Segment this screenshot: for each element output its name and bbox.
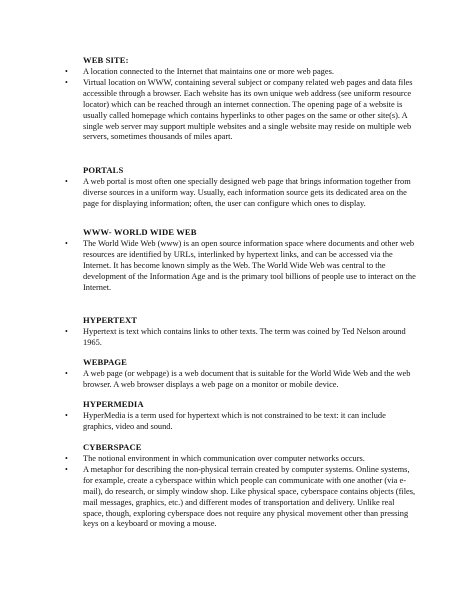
section-heading: WEBPAGE bbox=[83, 357, 127, 367]
bullet-icon: • bbox=[65, 411, 68, 420]
section-www bbox=[65, 227, 417, 294]
bullet-list bbox=[65, 67, 417, 143]
bullet-icon: • bbox=[65, 239, 68, 248]
bullet-icon: • bbox=[65, 177, 68, 186]
list-item bbox=[65, 454, 417, 465]
section-heading: CYBERSPACE bbox=[83, 442, 142, 452]
section-heading: HYPERMEDIA bbox=[83, 399, 144, 409]
bullet-icon: • bbox=[65, 464, 68, 474]
bullet-icon: • bbox=[65, 327, 68, 336]
list-item-text: A location connected to the Internet that maintains one or more web pages. bbox=[83, 67, 334, 76]
bullet-list bbox=[65, 411, 417, 433]
list-item bbox=[65, 411, 417, 433]
list-item bbox=[65, 67, 417, 78]
list-item-text: The notional environment in which communication over computer networks occurs. bbox=[83, 454, 365, 463]
bullet-icon: • bbox=[65, 454, 68, 463]
section-heading: PORTALS bbox=[83, 165, 124, 175]
bullet-list bbox=[65, 327, 417, 349]
bullet-icon: • bbox=[65, 67, 68, 76]
bullet-icon: • bbox=[65, 77, 68, 87]
section-hypermedia bbox=[65, 399, 417, 433]
list-item bbox=[65, 177, 417, 210]
section-web-site bbox=[65, 55, 417, 143]
list-item-text: Hypertext is text which contains links to other texts. The term was coined by Ted Nelson around 1965. bbox=[83, 327, 406, 347]
list-item-text: A web portal is most often one specially designed web page that brings information together from diverse sources in a uniform way. Usually, each information source gets its dedicated area on the page for displaying information; often, the user can configure which ones to display. bbox=[83, 177, 411, 208]
section-heading: WWW- WORLD WIDE WEB bbox=[83, 227, 197, 237]
list-item-text: A metaphor for describing the non-physical terrain created by computer systems. Online systems, for example, create a cyberspace within which people can communicate with one another (via e-mail), do research, or simply window shop. Like physical space, cyberspace contains objects (files, mail messages, graphics, etc.) and different modes of transportation and delivery. Unlike real space, though, exploring cyberspace does not require any physical movement other than pressing keys on a keyboard or moving a mouse. bbox=[83, 464, 416, 529]
bullet-icon: • bbox=[65, 369, 68, 378]
list-item bbox=[65, 369, 417, 391]
section-portals bbox=[65, 165, 417, 210]
section-cyberspace bbox=[65, 442, 417, 530]
list-item-text: Virtual location on WWW, containing several subject or company related web pages and data files accessible through a browser. Each website has its own unique web address (see uniform resource locator) which can be reached through an internet connection. The opening page of a website is usually called homepage which contains hyperlinks to other pages on the same or other site(s). A single web server may support multiple websites and a single website may reside on multiple web servers, sometimes thousands of miles apart. bbox=[83, 77, 413, 142]
list-item bbox=[65, 239, 417, 294]
bullet-list bbox=[65, 177, 417, 210]
list-item bbox=[65, 465, 417, 530]
bullet-list bbox=[65, 239, 417, 294]
list-item-text: HyperMedia is a term used for hypertext which is not constrained to be text: it can include graphics, video and sound. bbox=[83, 411, 386, 431]
bullet-list bbox=[65, 454, 417, 530]
bullet-list bbox=[65, 369, 417, 391]
section-webpage bbox=[65, 357, 417, 391]
section-heading: WEB SITE: bbox=[83, 55, 129, 65]
section-heading: HYPERTEXT bbox=[83, 315, 138, 325]
list-item-text: The World Wide Web (www) is an open source information space where documents and other web resources are identified by URLs, interlinked by hypertext links, and can be accessed via the Internet. It has become known simply as the Web. The World Wide Web was central to the development of the Information Age and is the primary tool billions of people use to interact on the Internet. bbox=[83, 239, 416, 292]
list-item bbox=[65, 327, 417, 349]
list-item bbox=[65, 78, 417, 143]
list-item-text: A web page (or webpage) is a web document that is suitable for the World Wide Web and the web browser. A web browser displays a web page on a monitor or mobile device. bbox=[83, 369, 411, 389]
section-hypertext bbox=[65, 315, 417, 349]
